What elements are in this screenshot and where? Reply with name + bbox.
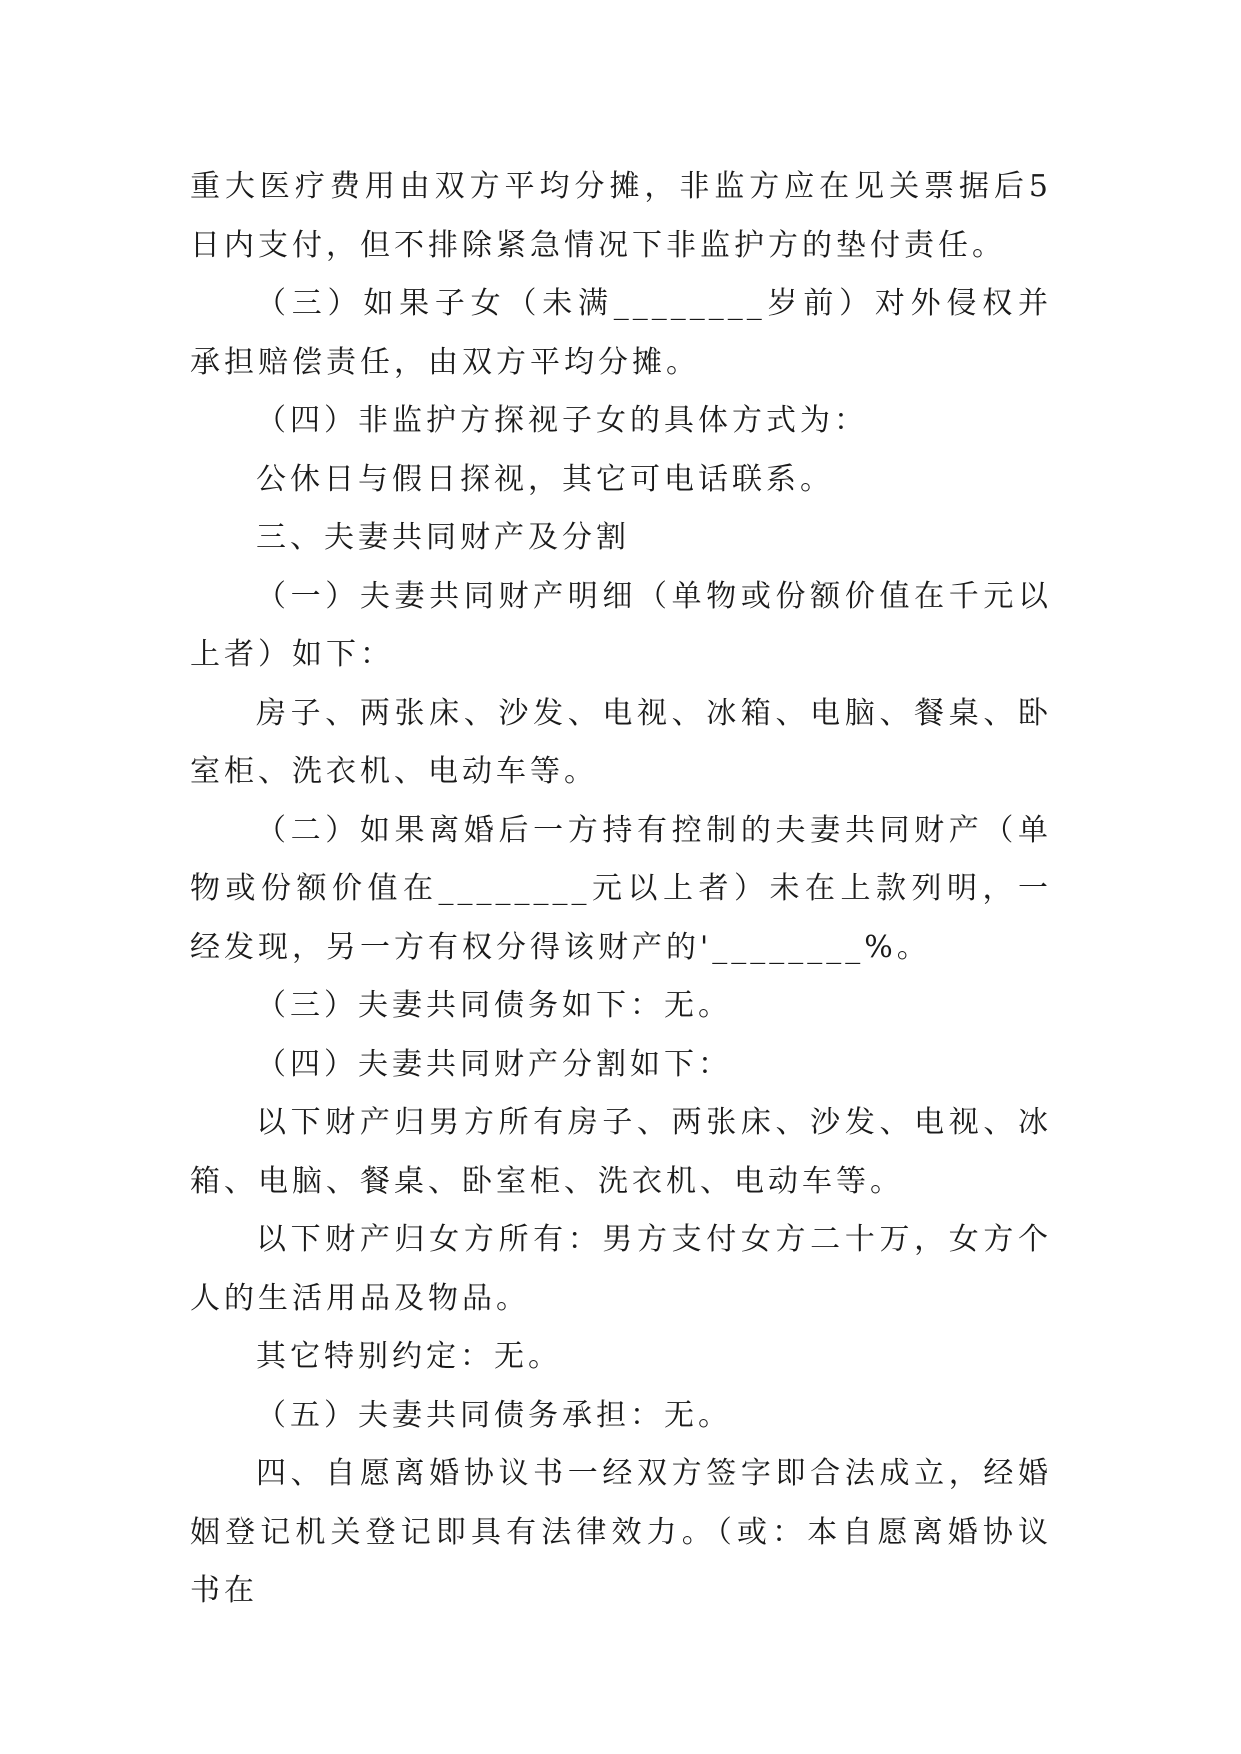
paragraph-debt-responsibility: （五）夫妻共同债务承担：无。 bbox=[256, 1397, 732, 1433]
paragraph-agreement-effect: 四、自愿离婚协议书一经双方签字即合法成立，经婚姻登记机关登记即具有法律效力。（或：本自愿离婚协议书在 bbox=[190, 1456, 1052, 1608]
paragraph-visitation-heading: （四）非监护方探视子女的具体方式为： bbox=[256, 403, 868, 438]
paragraph-property-division-heading: （四）夫妻共同财产分割如下： bbox=[256, 1046, 732, 1082]
paragraph-medical-costs: 重大医疗费用由双方平均分摊，非监方应在见关票据后5日内支付，但不排除紧急情况下非监护方的垫付责任。 bbox=[190, 169, 1052, 263]
paragraph-joint-debts: （三）夫妻共同债务如下：无。 bbox=[256, 988, 732, 1023]
section-heading-property: 三、夫妻共同财产及分割 bbox=[256, 520, 630, 555]
paragraph-undisclosed-property: （二）如果离婚后一方持有控制的夫妻共同财产（单物或份额价值在________元以上者）未在上款列明，一经发现，另一方有权分得该财产的'________%。 bbox=[190, 812, 1052, 965]
document-body bbox=[190, 158, 1052, 1621]
paragraph-male-property: 以下财产归男方所有房子、两张床、沙发、电视、冰箱、电脑、餐桌、卧室柜、洗衣机、电动车等。 bbox=[190, 1105, 1052, 1199]
paragraph-property-items: 房子、两张床、沙发、电视、冰箱、电脑、餐桌、卧室柜、洗衣机、电动车等。 bbox=[190, 695, 1052, 789]
paragraph-property-list-heading: （一）夫妻共同财产明细（单物或份额价值在千元以上者）如下： bbox=[190, 578, 1052, 672]
paragraph-tort-liability: （三）如果子女（未满________岁前）对外侵权并承担赔偿责任，由双方平均分摊。 bbox=[190, 286, 1052, 380]
paragraph-visitation-method: 公休日与假日探视，其它可电话联系。 bbox=[256, 461, 834, 497]
paragraph-special-terms: 其它特别约定：无。 bbox=[256, 1339, 562, 1374]
paragraph-female-property: 以下财产归女方所有：男方支付女方二十万，女方个人的生活用品及物品。 bbox=[190, 1222, 1052, 1316]
